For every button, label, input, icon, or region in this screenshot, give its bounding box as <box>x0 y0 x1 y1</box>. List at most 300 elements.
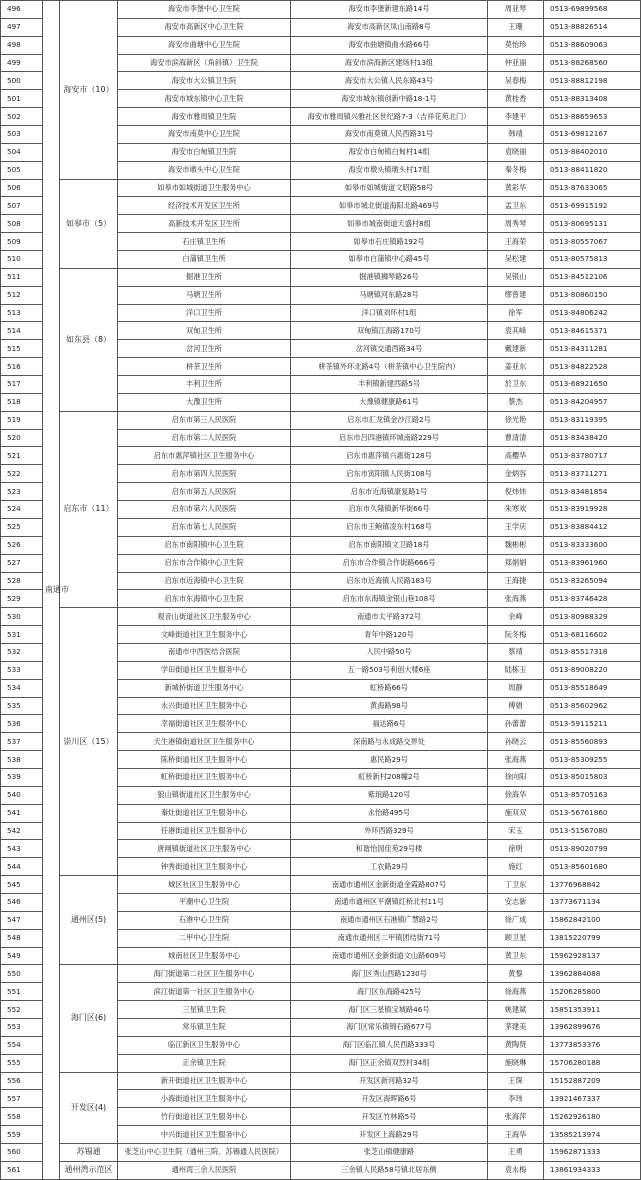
contact-person: 孙蕾蕾 <box>488 715 544 733</box>
contact-phone: 0513-69915192 <box>544 197 641 215</box>
contact-person: 吴松建 <box>488 251 544 269</box>
institution-address: 如皋市白蒲镇中心路45号 <box>291 251 488 269</box>
contact-person: 袁其峰 <box>488 322 544 340</box>
row-number: 511 <box>1 268 43 286</box>
row-number: 497 <box>1 18 43 36</box>
institution-name: 二甲中心卫生院 <box>118 929 291 947</box>
institution-name: 启东市第七人民医院 <box>118 518 291 536</box>
contact-person: 徐光艳 <box>488 411 544 429</box>
institution-name: 学田街道社区卫生服务中心 <box>118 661 291 679</box>
contact-phone: 0513-88659653 <box>544 108 641 126</box>
institution-address: 南通市通州区金新街道文山路609号 <box>291 947 488 965</box>
contact-person: 安志新 <box>488 893 544 911</box>
contact-person: 曹清清 <box>488 429 544 447</box>
contact-phone: 0513-80557067 <box>544 233 641 251</box>
row-number: 503 <box>1 126 43 144</box>
row-number: 517 <box>1 376 43 394</box>
row-number: 505 <box>1 161 43 179</box>
institution-address: 人民中路50号 <box>291 643 488 661</box>
row-number: 548 <box>1 929 43 947</box>
contact-phone: 0513-83265094 <box>544 572 641 590</box>
institution-name: 新开街道社区卫生服务中心 <box>118 1072 291 1090</box>
institution-name: 陈桥街道社区卫生服务中心 <box>118 751 291 769</box>
district-cell: 启东市（11） <box>60 411 118 607</box>
institution-name: 启东市第五人民医院 <box>118 483 291 501</box>
contact-phone: 0513-51567080 <box>544 822 641 840</box>
institution-name: 启东市东海镇中心卫生院 <box>118 590 291 608</box>
contact-person: 黄陶贤 <box>488 1036 544 1054</box>
contact-phone: 0513-89020799 <box>544 840 641 858</box>
contact-person: 徐军 <box>488 304 544 322</box>
row-number: 537 <box>1 733 43 751</box>
row-number: 547 <box>1 911 43 929</box>
contact-phone: 0513-80575813 <box>544 251 641 269</box>
row-number: 522 <box>1 465 43 483</box>
contact-person: 陆栋玉 <box>488 661 544 679</box>
contact-phone: 0513-85560893 <box>544 733 641 751</box>
institution-name: 唐闸镇街道社区卫生服务中心 <box>118 840 291 858</box>
institution-name: 秦灶街道社区卫生服务中心 <box>118 804 291 822</box>
district-cell: 开发区(4) <box>60 1072 118 1143</box>
contact-phone: 0513-88313408 <box>544 90 641 108</box>
contact-phone: 0513-88826514 <box>544 18 641 36</box>
contact-phone: 15862842100 <box>544 911 641 929</box>
institution-name: 掘港卫生所 <box>118 268 291 286</box>
contact-person: 吴银山 <box>488 268 544 286</box>
contact-person: 蔡靖 <box>488 643 544 661</box>
contact-phone: 0513-85602962 <box>544 697 641 715</box>
contact-phone: 0513-80860150 <box>544 286 641 304</box>
institution-address: 掘港镇狮琴路26号 <box>291 268 488 286</box>
row-number: 559 <box>1 1126 43 1144</box>
row-number: 545 <box>1 876 43 894</box>
contact-person: 袁晓丽 <box>488 143 544 161</box>
institution-address: 海安市城东镇创新中路18-1号 <box>291 90 488 108</box>
row-number: 518 <box>1 393 43 411</box>
row-number: 535 <box>1 697 43 715</box>
contact-person: 黄桂香 <box>488 90 544 108</box>
contact-person: 黄黎 <box>488 965 544 983</box>
table-row <box>1 876 641 894</box>
institution-address: 岔河镇交通西路34号 <box>291 340 488 358</box>
institution-address: 启东市汇龙镇金沙江路2号 <box>291 411 488 429</box>
institution-name: 经济技术开发区卫生所 <box>118 197 291 215</box>
institution-address: 海安市大公镇人民东路43号 <box>291 72 488 90</box>
contact-phone: 0513-88402010 <box>544 143 641 161</box>
contact-phone: 0513-85601680 <box>544 858 641 876</box>
institution-address: 海门区东海路425号 <box>291 983 488 1001</box>
contact-phone: 0513-83884412 <box>544 518 641 536</box>
institution-address: 海安市高新区凤山南路8号 <box>291 18 488 36</box>
institution-address: 海安市曲塘镇曲水路66号 <box>291 36 488 54</box>
contact-phone: 15262926180 <box>544 1108 641 1126</box>
row-number: 512 <box>1 286 43 304</box>
institution-address: 和谐怡园佳苑29号楼 <box>291 840 488 858</box>
row-number: 507 <box>1 197 43 215</box>
contact-phone: 15962871333 <box>544 1144 641 1162</box>
district-cell: 崇川区（15） <box>60 608 118 876</box>
district-cell: 通州湾示范区 <box>60 1161 118 1179</box>
contact-person: 孟卫东 <box>488 197 544 215</box>
row-number: 516 <box>1 358 43 376</box>
institution-name: 城区社区卫生服务中心 <box>118 876 291 894</box>
institution-address: 南通市通州区金新街道金霞路807号 <box>291 876 488 894</box>
institution-name: 海安市墩头中心卫生院 <box>118 161 291 179</box>
contact-phone: 0513-83481854 <box>544 483 641 501</box>
row-number: 557 <box>1 1090 43 1108</box>
institution-address: 张芝山镇健康路 <box>291 1144 488 1162</box>
institution-name: 启东市第二人民医院 <box>118 429 291 447</box>
district-cell: 通州区(5) <box>60 876 118 965</box>
institution-name: 常乐镇卫生院 <box>118 1018 291 1036</box>
institution-name: 如皋市如城街道卫生服务中心 <box>118 179 291 197</box>
contact-person: 顾卫星 <box>488 929 544 947</box>
institution-address: 南通市太平路372号 <box>291 608 488 626</box>
contact-phone: 0513-56761860 <box>544 804 641 822</box>
district-cell: 海门区(6) <box>60 965 118 1072</box>
institution-address: 大豫镇健康路61号 <box>291 393 488 411</box>
institution-address: 双甸镇江海路170号 <box>291 322 488 340</box>
row-number: 546 <box>1 893 43 911</box>
contact-person: 徐海燕 <box>488 983 544 1001</box>
institution-name: 马塘卫生所 <box>118 286 291 304</box>
row-number: 515 <box>1 340 43 358</box>
contact-phone: 13962884088 <box>544 965 641 983</box>
contact-phone: 0513-87633065 <box>544 179 641 197</box>
row-number: 513 <box>1 304 43 322</box>
institution-name: 海安市雅周镇卫生院 <box>118 108 291 126</box>
contact-phone: 0513-84615371 <box>544 322 641 340</box>
contact-person: 徐广成 <box>488 911 544 929</box>
row-number: 556 <box>1 1072 43 1090</box>
contact-phone: 0513-84822528 <box>544 358 641 376</box>
institution-name: 高新技术开发区卫生所 <box>118 215 291 233</box>
contact-phone: 15206285800 <box>544 983 641 1001</box>
row-number: 501 <box>1 90 43 108</box>
contact-phone: 15851353911 <box>544 1001 641 1019</box>
institution-address: 南通市通州区平潮镇红桥北村11号 <box>291 893 488 911</box>
institution-name: 天生港镇街道社区卫生服务中心 <box>118 733 291 751</box>
institution-address: 永怡路495号 <box>291 804 488 822</box>
institution-name: 岔河卫生所 <box>118 340 291 358</box>
institution-name: 任港街道社区卫生服务中心 <box>118 822 291 840</box>
institution-address: 海门区常乐镇锦石路677号 <box>291 1018 488 1036</box>
row-number: 551 <box>1 983 43 1001</box>
institution-name: 启东市惠萍镇社区卫生服务中心 <box>118 447 291 465</box>
institution-address: 开发区海晖路6号 <box>291 1090 488 1108</box>
contact-phone: 13861934333 <box>544 1161 641 1179</box>
row-number: 554 <box>1 1036 43 1054</box>
contact-person: 高樱华 <box>488 447 544 465</box>
institution-address: 海安市白甸镇白甸村14组 <box>291 143 488 161</box>
row-number: 496 <box>1 1 43 19</box>
row-number: 534 <box>1 679 43 697</box>
institution-address: 海门区秀山西路1230号 <box>291 965 488 983</box>
institution-address: 栟茶镇外环北路4号（栟茶镇中心卫生院内） <box>291 358 488 376</box>
institution-address: 福达路6号 <box>291 715 488 733</box>
row-number: 527 <box>1 554 43 572</box>
institution-name: 海安市李堡中心卫生院 <box>118 1 291 19</box>
row-number: 555 <box>1 1054 43 1072</box>
row-number: 530 <box>1 608 43 626</box>
institution-address: 海门区正余镇双烈村34组 <box>291 1054 488 1072</box>
contact-phone: 0513-83919928 <box>544 501 641 519</box>
institution-name: 竹行街道社区卫生服务中心 <box>118 1108 291 1126</box>
contact-person: 黄卫东 <box>488 947 544 965</box>
institution-address: 启东市王鲍镇凌东村168号 <box>291 518 488 536</box>
table-row <box>1 965 641 983</box>
institution-name: 狼山镇街道社区卫生服务中心 <box>118 786 291 804</box>
table-row <box>1 608 641 626</box>
row-number: 525 <box>1 518 43 536</box>
table-row <box>1 268 641 286</box>
institution-name: 石庄镇卫生所 <box>118 233 291 251</box>
contact-person: 余峰 <box>488 608 544 626</box>
institution-address: 启东市东海镇金银山巷108号 <box>291 590 488 608</box>
contact-phone: 13773853376 <box>544 1036 641 1054</box>
contact-phone: 0513-83780717 <box>544 447 641 465</box>
contact-phone: 0513-88812198 <box>544 72 641 90</box>
row-number: 560 <box>1 1144 43 1162</box>
institution-name: 平潮中心卫生院 <box>118 893 291 911</box>
contact-phone: 0513-88268560 <box>544 54 641 72</box>
institution-address: 启东市近海镇人民路183号 <box>291 572 488 590</box>
row-number: 502 <box>1 108 43 126</box>
contact-person: 徐明 <box>488 840 544 858</box>
row-number: 506 <box>1 179 43 197</box>
institution-name: 正余镇卫生院 <box>118 1054 291 1072</box>
institution-address: 启东市合作镇合作街路666号 <box>291 554 488 572</box>
contact-person: 丁卫东 <box>488 876 544 894</box>
contact-person: 倪炜炜 <box>488 483 544 501</box>
contact-person: 黄彩华 <box>488 179 544 197</box>
institution-name: 海安市大公镇卫生院 <box>118 72 291 90</box>
contact-person: 施双双 <box>488 804 544 822</box>
contact-phone: 15152887209 <box>544 1072 641 1090</box>
row-number: 514 <box>1 322 43 340</box>
institution-name: 海门街道第二社区卫生服务中心 <box>118 965 291 983</box>
contact-phone: 0513-80695131 <box>544 215 641 233</box>
contact-phone: 0513-83746428 <box>544 590 641 608</box>
row-number: 508 <box>1 215 43 233</box>
row-number: 504 <box>1 143 43 161</box>
contact-phone: 0513-85518649 <box>544 679 641 697</box>
contact-person: 张海燕 <box>488 590 544 608</box>
row-number: 552 <box>1 1001 43 1019</box>
institution-address: 海安市雅周镇兴雅社区世纪路7-3（吉祥花苑北门） <box>291 108 488 126</box>
institution-name: 钟秀街道社区卫生服务中心 <box>118 858 291 876</box>
institution-name: 启东市合作镇中心卫生院 <box>118 554 291 572</box>
institution-address: 紫琅路120号 <box>291 786 488 804</box>
table-row <box>1 1072 641 1090</box>
contact-phone: 0513-80988329 <box>544 608 641 626</box>
row-number: 542 <box>1 822 43 840</box>
row-number: 541 <box>1 804 43 822</box>
institution-name: 张芝山中心卫生院（通州三院、苏锡通人民医院） <box>118 1144 291 1162</box>
row-number: 519 <box>1 411 43 429</box>
contact-phone: 13815220799 <box>544 929 641 947</box>
contact-phone: 13776968842 <box>544 876 641 894</box>
table-row <box>1 411 641 429</box>
contact-person: 徐海华 <box>488 786 544 804</box>
institution-address: 青年中路120号 <box>291 626 488 644</box>
institution-address: 虹桥路66号 <box>291 679 488 697</box>
row-number: 529 <box>1 590 43 608</box>
institution-name: 启东市第六人民医院 <box>118 501 291 519</box>
row-number: 532 <box>1 643 43 661</box>
row-number: 553 <box>1 1018 43 1036</box>
institution-name: 幸福街道社区卫生服务中心 <box>118 715 291 733</box>
table-row <box>1 179 641 197</box>
institution-name: 南通市中西医结合医院 <box>118 643 291 661</box>
row-number: 523 <box>1 483 43 501</box>
contact-phone: 15962928137 <box>544 947 641 965</box>
institution-name: 永兴街道社区卫生服务中心 <box>118 697 291 715</box>
contact-phone: 0513-83119395 <box>544 411 641 429</box>
contact-person: 施红 <box>488 858 544 876</box>
institution-name: 文峰街道社区卫生服务中心 <box>118 626 291 644</box>
institution-name: 丰利卫生所 <box>118 376 291 394</box>
institution-address: 启东市近海镇康复路1号 <box>291 483 488 501</box>
contact-person: 郑娟娟 <box>488 554 544 572</box>
institution-name: 大豫卫生所 <box>118 393 291 411</box>
institution-name: 虹桥街道社区卫生服务中心 <box>118 768 291 786</box>
contact-person: 戴建新 <box>488 340 544 358</box>
contact-person: 於卫东 <box>488 376 544 394</box>
row-number: 531 <box>1 626 43 644</box>
institution-address: 海安市李堡新建东路14号 <box>291 1 488 19</box>
row-number: 510 <box>1 251 43 269</box>
institution-name: 小海街道社区卫生服务中心 <box>118 1090 291 1108</box>
contact-phone: 0513-84204957 <box>544 393 641 411</box>
row-number: 540 <box>1 786 43 804</box>
institution-address: 海门区三星镇宝城路46号 <box>291 1001 488 1019</box>
contact-person: 茅建美 <box>488 1018 544 1036</box>
institution-name: 滨江街道第一社区卫生服务中心 <box>118 983 291 1001</box>
contact-person: 姜亚东 <box>488 358 544 376</box>
contact-person: 张海燕 <box>488 751 544 769</box>
table-body <box>1 1 641 1180</box>
institution-name: 启东市南阳镇中心卫生院 <box>118 536 291 554</box>
institution-name: 海安市白甸镇卫生院 <box>118 143 291 161</box>
institution-address: 启东市寅阳镇人民街108号 <box>291 465 488 483</box>
institution-address: 开发区竹林路5号 <box>291 1108 488 1126</box>
contact-phone: 0513-85015803 <box>544 768 641 786</box>
city-cell: 南通市 <box>43 1 60 1180</box>
district-cell: 苏锡通 <box>60 1144 118 1162</box>
row-number: 524 <box>1 501 43 519</box>
contact-phone: 0513-69899568 <box>544 1 641 19</box>
institution-name: 启东市第三人民医院 <box>118 411 291 429</box>
row-number: 499 <box>1 54 43 72</box>
institution-name: 海安市南莫中心卫生院 <box>118 126 291 144</box>
contact-phone: 13921467337 <box>544 1090 641 1108</box>
institution-name: 双甸卫生所 <box>118 322 291 340</box>
institution-address: 如皋市城南街道天盛村8组 <box>291 215 488 233</box>
contact-person: 姚建斌 <box>488 1001 544 1019</box>
institution-address: 深南路与永成路交界处 <box>291 733 488 751</box>
contact-person: 缪曾建 <box>488 286 544 304</box>
row-number: 536 <box>1 715 43 733</box>
contact-phone: 0513-85705163 <box>544 786 641 804</box>
institution-address: 启东市吕四港镇环城南路229号 <box>291 429 488 447</box>
institution-address: 丰利镇新建西路5号 <box>291 376 488 394</box>
institution-address: 如皋市石庄镇路192号 <box>291 233 488 251</box>
institution-address: 启东市南阳镇文卫路18号 <box>291 536 488 554</box>
contact-person: 吴春梅 <box>488 72 544 90</box>
row-number: 558 <box>1 1108 43 1126</box>
row-number: 538 <box>1 751 43 769</box>
contact-person: 王珊 <box>488 18 544 36</box>
contact-person: 朱寒欢 <box>488 501 544 519</box>
row-number: 549 <box>1 947 43 965</box>
row-number: 521 <box>1 447 43 465</box>
contact-phone: 0513-68921650 <box>544 376 641 394</box>
institution-address: 海安市南莫镇人民西路31号 <box>291 126 488 144</box>
contact-person: 李玮 <box>488 1090 544 1108</box>
row-number: 526 <box>1 536 43 554</box>
institution-address: 虹桥新村208幢2号 <box>291 768 488 786</box>
district-cell: 海安市（10） <box>60 1 118 180</box>
contact-person: 王海华 <box>488 1126 544 1144</box>
contact-person: 王海荣 <box>488 233 544 251</box>
row-number: 500 <box>1 72 43 90</box>
contact-person: 韩靖 <box>488 126 544 144</box>
row-number: 544 <box>1 858 43 876</box>
contact-phone: 0513-88411820 <box>544 161 641 179</box>
contact-phone: 0513-84806242 <box>544 304 641 322</box>
contact-person: 王勇 <box>488 1144 544 1162</box>
contact-person: 金炳容 <box>488 465 544 483</box>
contact-person: 魏彬彬 <box>488 536 544 554</box>
institution-address: 如皋市城北街道海阳北路469号 <box>291 197 488 215</box>
contact-person: 周秀琴 <box>488 215 544 233</box>
contact-phone: 0513-85517318 <box>544 643 641 661</box>
contact-phone: 0513-89008220 <box>544 661 641 679</box>
institution-address: 工农路29号 <box>291 858 488 876</box>
row-number: 520 <box>1 429 43 447</box>
institution-name: 临江新区卫生服务中心 <box>118 1036 291 1054</box>
table-row <box>1 1144 641 1162</box>
contact-person: 袁永梅 <box>488 1161 544 1179</box>
institution-name: 启东市近海镇中心卫生院 <box>118 572 291 590</box>
institution-address: 外环西路329号 <box>291 822 488 840</box>
contact-phone: 0513-83438420 <box>544 429 641 447</box>
contact-person: 蔡杰 <box>488 393 544 411</box>
contact-phone: 0513-83711271 <box>544 465 641 483</box>
institution-address: 开发区上海路29号 <box>291 1126 488 1144</box>
row-number: 550 <box>1 965 43 983</box>
institution-address: 五一路503号利创大楼6座 <box>291 661 488 679</box>
contact-phone: 0513-83333600 <box>544 536 641 554</box>
row-number: 539 <box>1 768 43 786</box>
contact-person: 仲亚丽 <box>488 54 544 72</box>
institution-address: 海安市滨海新区建场村13组 <box>291 54 488 72</box>
institution-name: 城南社区卫生服务中心 <box>118 947 291 965</box>
institution-name: 新城桥街道卫生服务中心 <box>118 679 291 697</box>
institution-address: 南通市通州区二甲镇团结街71号 <box>291 929 488 947</box>
table-row <box>1 1 641 19</box>
contact-person: 徐向阳 <box>488 768 544 786</box>
contact-phone: 0513-85309255 <box>544 751 641 769</box>
institution-name: 栟茶卫生所 <box>118 358 291 376</box>
contact-phone: 13585213974 <box>544 1126 641 1144</box>
contact-phone: 0513-69812167 <box>544 126 641 144</box>
contact-phone: 0513-84311281 <box>544 340 641 358</box>
institution-name: 石港中心卫生院 <box>118 911 291 929</box>
institution-name: 观音山街道社区卫生服务中心 <box>118 608 291 626</box>
contact-person: 施晓琳 <box>488 1054 544 1072</box>
